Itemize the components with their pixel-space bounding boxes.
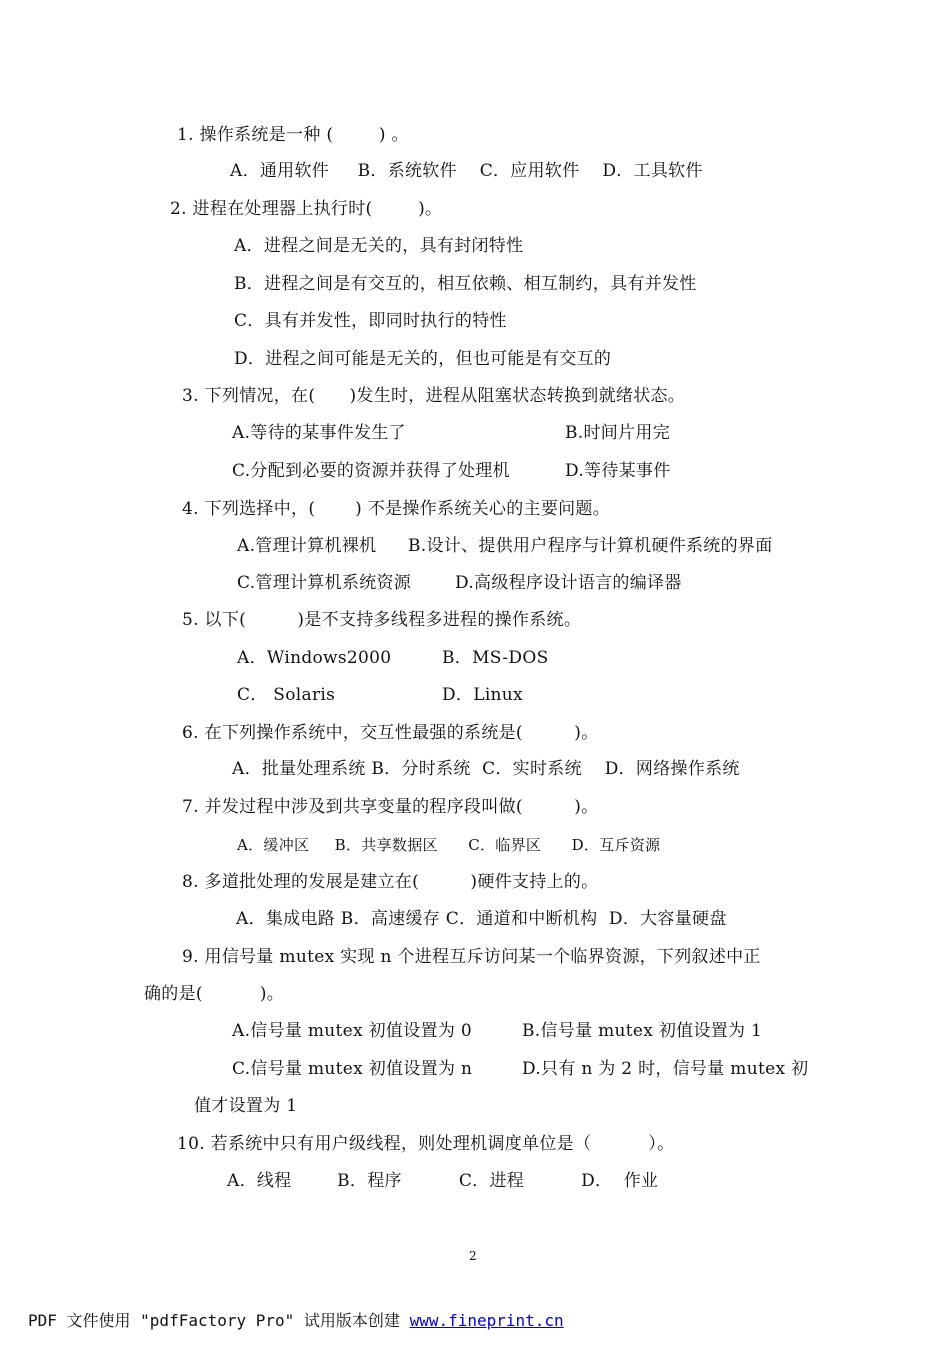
- question-4-option-d: D.高级程序设计语言的编译器: [455, 573, 682, 593]
- question-10: 10. 若系统中只有用户级线程，则处理机调度单位是（ ）。: [177, 1134, 675, 1154]
- question-2-option-b: B．进程之间是有交互的，相互依赖、相互制约，具有并发性: [234, 274, 697, 294]
- question-5-option-b: B．MS-DOS: [442, 648, 549, 668]
- footer-link[interactable]: www.fineprint.cn: [409, 1311, 564, 1330]
- question-4-option-c: C.管理计算机系统资源: [237, 573, 412, 593]
- question-9-option-d-continuation: 值才设置为 1: [194, 1096, 298, 1116]
- question-7-options: A．缓冲区 B．共享数据区 C．临界区 D．互斥资源: [237, 836, 661, 854]
- question-8-options: A．集成电路 B．高速缓存 C．通道和中断机构 D．大容量硬盘: [236, 909, 727, 929]
- footer-text: PDF 文件使用 "pdfFactory Pro" 试用版本创建: [28, 1311, 410, 1330]
- question-10-options: A．线程 B．程序 C．进程 D． 作业: [227, 1171, 659, 1191]
- question-4: 4. 下列选择中，( ) 不是操作系统关心的主要问题。: [182, 499, 611, 519]
- question-9-option-c: C.信号量 mutex 初值设置为 n: [232, 1059, 473, 1079]
- question-9-option-a: A.信号量 mutex 初值设置为 0: [232, 1021, 472, 1041]
- question-3-option-a: A.等待的某事件发生了: [232, 423, 406, 443]
- question-1: 1. 操作系统是一种 ( ) 。: [177, 125, 409, 145]
- question-2-option-c: C．具有并发性，即同时执行的特性: [234, 311, 507, 331]
- question-6-options: A．批量处理系统 B．分时系统 C．实时系统 D．网络操作系统: [232, 759, 740, 779]
- question-6: 6. 在下列操作系统中，交互性最强的系统是( )。: [182, 723, 599, 743]
- question-8: 8. 多道批处理的发展是建立在( )硬件支持上的。: [182, 872, 599, 892]
- question-9: 9. 用信号量 mutex 实现 n 个进程互斥访问某一个临界资源，下列叙述中正: [182, 947, 761, 967]
- question-4-option-a: A.管理计算机裸机: [237, 536, 377, 556]
- question-5-option-c: C． Solaris: [237, 685, 336, 705]
- question-2-option-a: A．进程之间是无关的，具有封闭特性: [234, 236, 524, 256]
- question-2-option-d: D．进程之间可能是无关的，但也可能是有交互的: [234, 349, 612, 369]
- question-4-option-b: B.设计、提供用户程序与计算机硬件系统的界面: [408, 536, 773, 556]
- question-9-option-b: B.信号量 mutex 初值设置为 1: [522, 1021, 763, 1041]
- question-2: 2. 进程在处理器上执行时( )。: [170, 199, 443, 219]
- question-5-option-a: A．Windows2000: [237, 648, 392, 668]
- question-3-option-c: C.分配到必要的资源并获得了处理机: [232, 461, 510, 481]
- question-1-options: A．通用软件 B．系统软件 C．应用软件 D．工具软件: [230, 161, 703, 181]
- question-3: 3. 下列情况，在( )发生时，进程从阻塞状态转换到就绪状态。: [182, 386, 686, 406]
- footer-watermark: [28, 1308, 564, 1331]
- question-9-continuation: 确的是( )。: [144, 984, 285, 1004]
- question-3-option-b: B.时间片用完: [565, 423, 670, 443]
- question-9-option-d: D.只有 n 为 2 时，信号量 mutex 初: [522, 1059, 809, 1079]
- question-5-option-d: D．Linux: [442, 685, 523, 705]
- question-7: 7. 并发过程中涉及到共享变量的程序段叫做( )。: [182, 797, 599, 817]
- page-number: 2: [469, 1249, 477, 1263]
- question-3-option-d: D.等待某事件: [565, 461, 671, 481]
- question-5: 5. 以下( )是不支持多线程多进程的操作系统。: [182, 610, 582, 630]
